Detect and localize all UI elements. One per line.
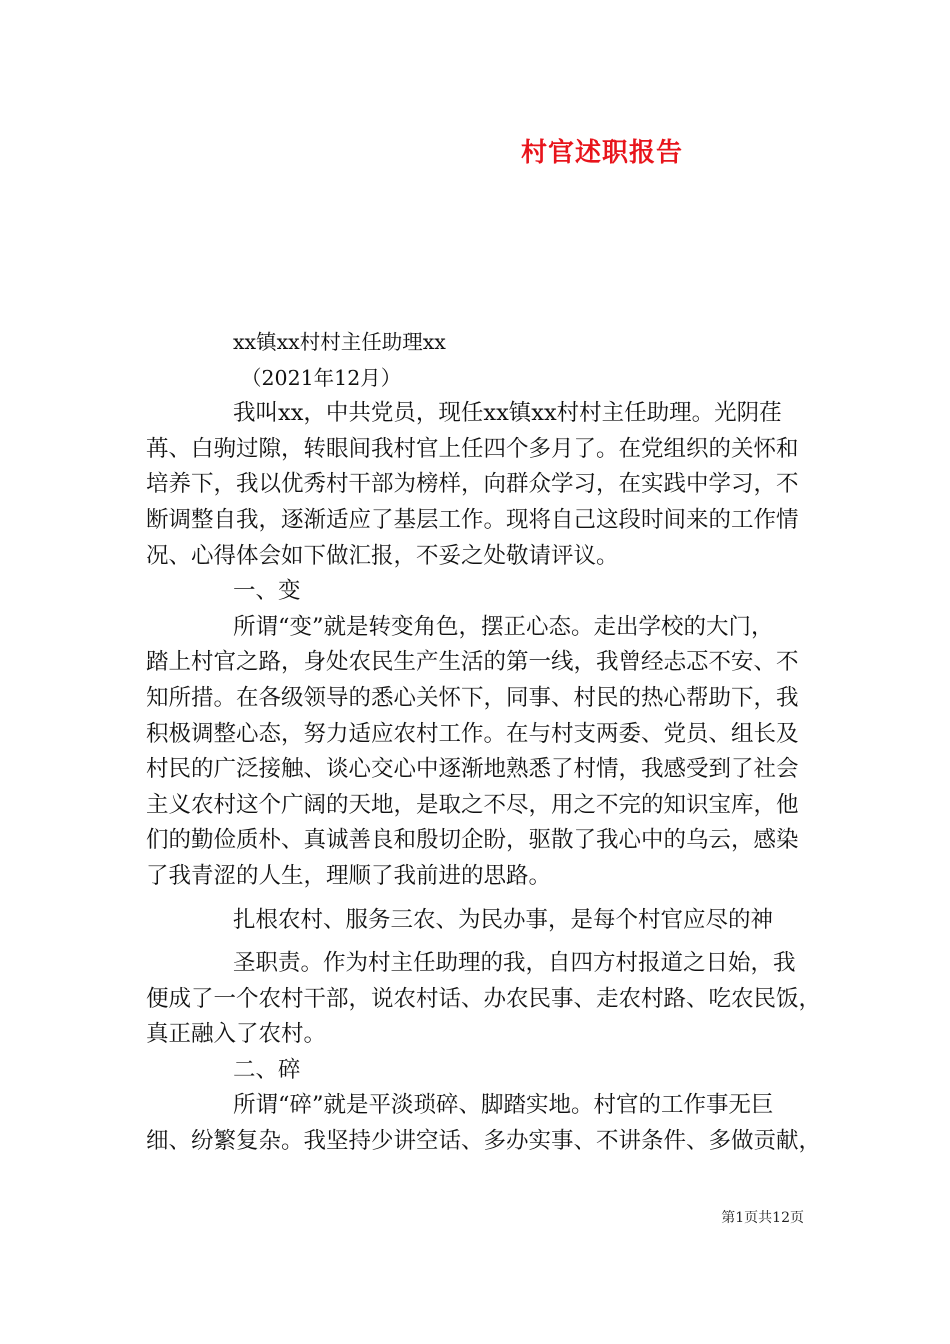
paragraph-line: 便成了一个农村干部，说农村话、办农民事、走农村路、吃农民饭， xyxy=(146,985,822,1012)
paragraph-line: 圣职责。作为村主任助理的我，自四方村报道之日始，我 xyxy=(233,950,796,977)
section-heading: 二、碎 xyxy=(233,1056,301,1083)
paragraph-line: 真正融入了农村。 xyxy=(146,1021,327,1048)
paragraph-line: 知所措。在各级领导的悉心关怀下，同事、村民的热心帮助下，我 xyxy=(146,684,799,711)
paragraph-line: 培养下，我以优秀村干部为榜样，向群众学习，在实践中学习，不 xyxy=(146,471,799,498)
paragraph-line: 所谓“碎”就是平淡琐碎、脚踏实地。村官的工作事无巨 xyxy=(233,1092,774,1119)
paragraph-line: 苒、白驹过隙，转眼间我村官上任四个多月了。在党组织的关怀和 xyxy=(146,435,799,462)
paragraph-line: 们的勤俭质朴、真诚善良和殷切企盼，驱散了我心中的乌云，感染 xyxy=(146,827,799,854)
paragraph-line: 断调整自我，逐渐适应了基层工作。现将自己这段时间来的工作情 xyxy=(146,506,799,533)
paragraph-line: 所谓“变”就是转变角色，摆正心态。走出学校的大门， xyxy=(233,613,774,640)
paragraph-line: 村民的广泛接触、谈心交心中逐渐地熟悉了村情，我感受到了社会 xyxy=(146,756,799,783)
paragraph-line: 主义农村这个广阔的天地，是取之不尽，用之不完的知识宝库，他 xyxy=(146,791,799,818)
paragraph-line: 我叫xx，中共党员，现任xx镇xx村村主任助理。光阴荏 xyxy=(233,400,782,427)
paragraph-line: 了我青涩的人生，理顺了我前进的思路。 xyxy=(146,862,552,889)
section-heading: 一、变 xyxy=(233,578,301,605)
author-line: xx镇xx村村主任助理xx xyxy=(233,330,446,354)
paragraph-line: 积极调整心态，努力适应农村工作。在与村支两委、党员、组长及 xyxy=(146,720,799,747)
page-number: 第1页共12页 xyxy=(721,1210,804,1226)
date-line: （2021年12月） xyxy=(241,365,402,390)
paragraph-line: 扎根农村、服务三农、为民办事，是每个村官应尽的神 xyxy=(233,906,774,933)
document-title: 村官述职报告 xyxy=(520,138,683,168)
paragraph-line: 踏上村官之路，身处农民生产生活的第一线，我曾经忐忑不安、不 xyxy=(146,649,799,676)
document-body xyxy=(146,325,826,1160)
paragraph-line: 况、心得体会如下做汇报，不妥之处敬请评议。 xyxy=(146,542,619,569)
paragraph-line: 细、纷繁复杂。我坚持少讲空话、多办实事、不讲条件、多做贡献， xyxy=(146,1128,822,1155)
